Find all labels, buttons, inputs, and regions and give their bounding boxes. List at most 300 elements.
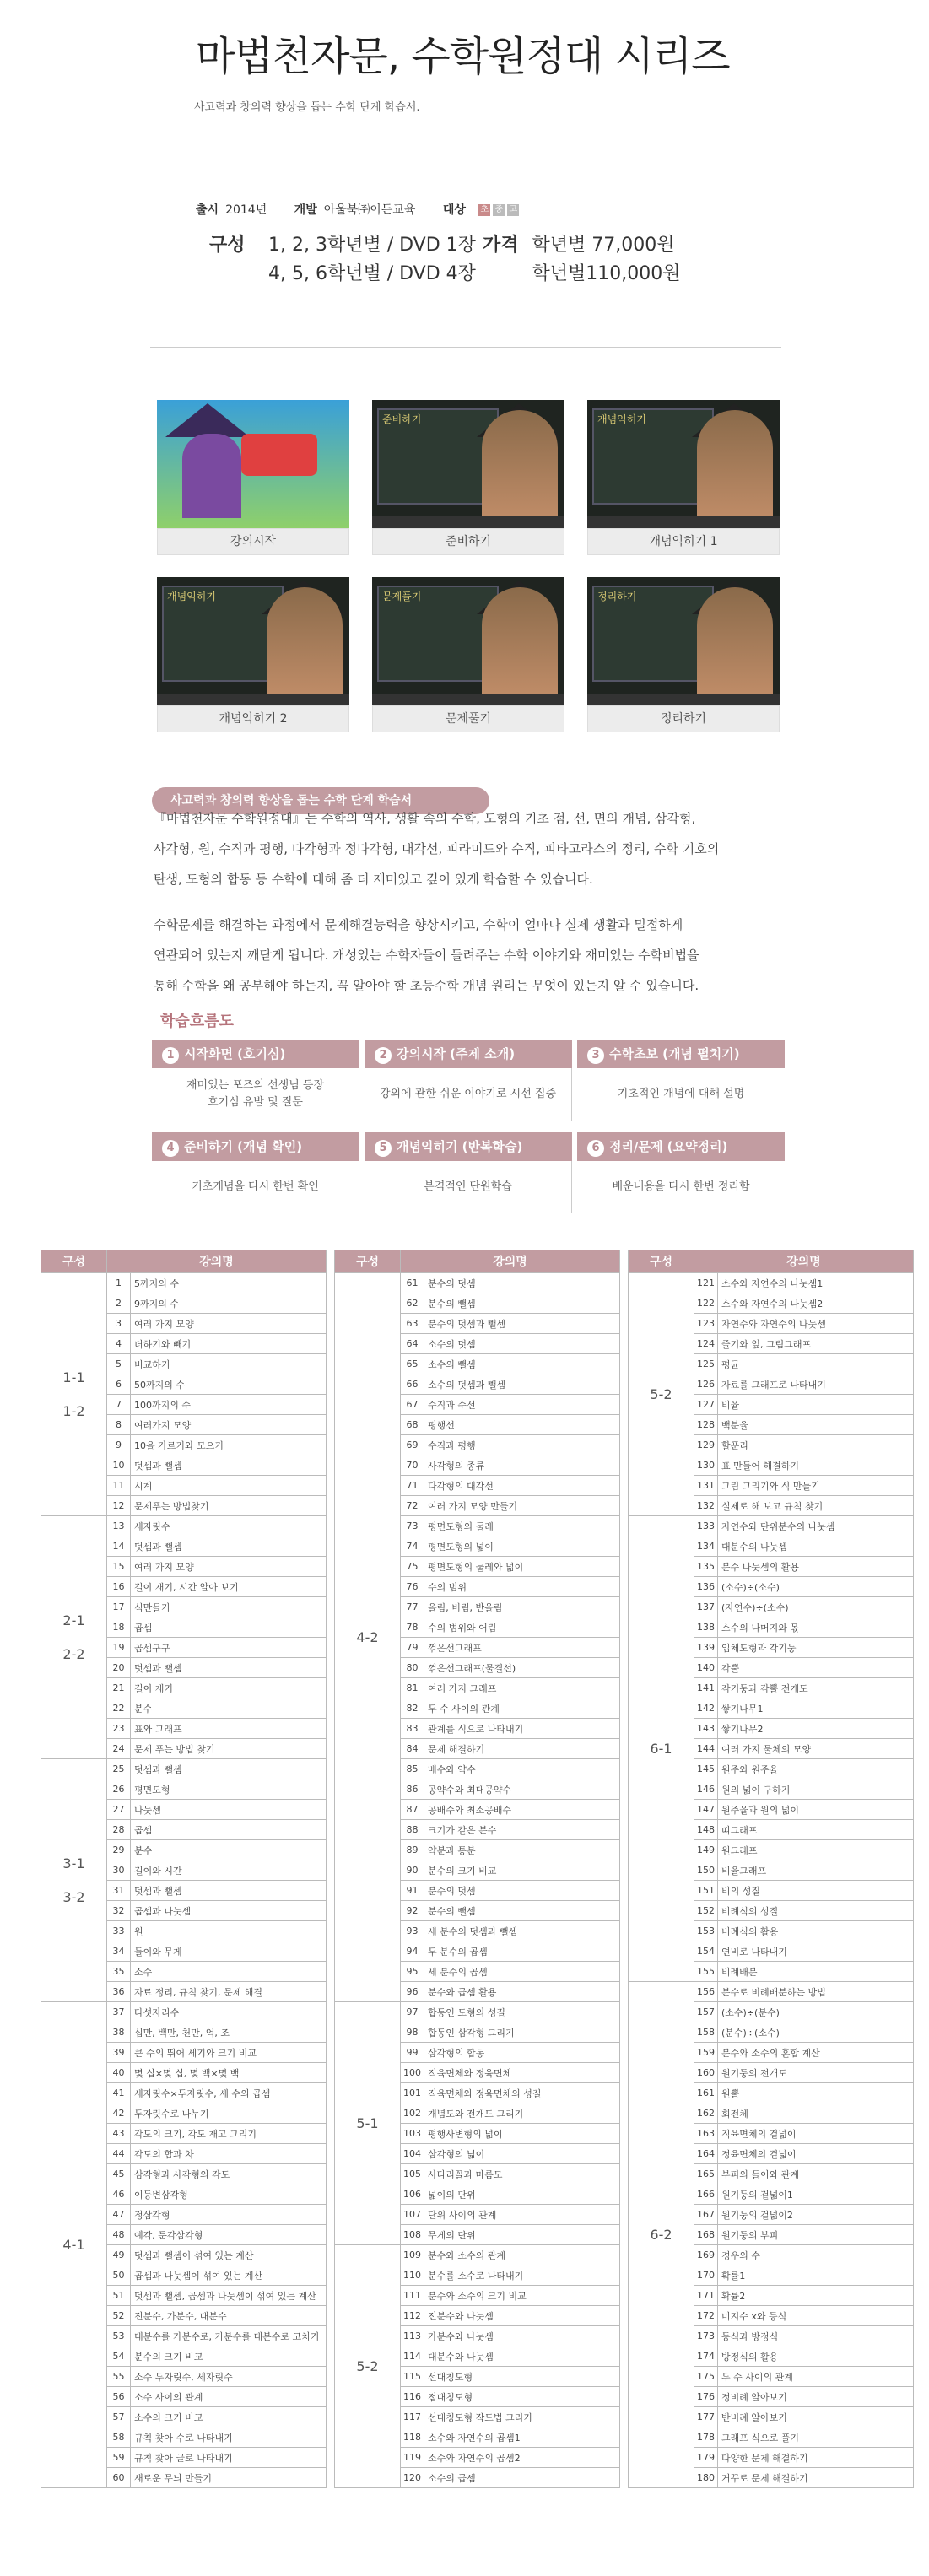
lecture-number: 81 [401, 1678, 424, 1698]
lecture-number: 83 [401, 1719, 424, 1739]
teacher-image [482, 587, 558, 705]
lecture-title: 띠그래프 [718, 1820, 914, 1840]
lecture-number: 45 [107, 2164, 131, 2184]
lecture-number: 147 [694, 1800, 718, 1820]
lecture-title: 다양한 문제 해결하기 [718, 2448, 914, 2468]
lecture-number: 23 [107, 1719, 131, 1739]
board-label: 정리하기 [597, 591, 637, 602]
lecture-title: 100까지의 수 [131, 1395, 327, 1415]
lecture-title: (소수)÷(소수) [718, 1577, 914, 1597]
thumb-caption: 개념익히기 2 [157, 705, 349, 732]
lecture-number: 18 [107, 1617, 131, 1638]
lecture-title: 9까지의 수 [131, 1293, 327, 1314]
price-line1: 학년별 77,000원 [532, 235, 675, 256]
table-row [629, 1982, 914, 2002]
lecture-number: 103 [401, 2124, 424, 2144]
lecture-number: 15 [107, 1557, 131, 1577]
lecture-number: 165 [694, 2164, 718, 2184]
lecture-title: 비의 성질 [718, 1881, 914, 1901]
lecture-title: 여러 가지 그래프 [424, 1678, 620, 1698]
lecture-title: 자연수와 자연수의 나눗셈 [718, 1314, 914, 1334]
lecture-number: 150 [694, 1860, 718, 1881]
lecture-title: 소수의 크기 비교 [131, 2407, 327, 2427]
lecture-title: 분수의 덧셈 [424, 1273, 620, 1293]
thumb-summary[interactable] [587, 577, 780, 732]
flow-step-3 [577, 1040, 785, 1121]
intro-paragraph-2 [154, 910, 795, 1001]
dev-value: 아울북㈜이든교육 [323, 203, 416, 217]
table-row [41, 1759, 327, 1779]
lecture-title: 예각, 둔각삼각형 [131, 2225, 327, 2245]
lecture-number: 52 [107, 2306, 131, 2326]
header-title: 강의명 [694, 1250, 914, 1273]
lecture-number: 25 [107, 1759, 131, 1779]
lecture-number: 82 [401, 1698, 424, 1719]
lecture-title: 원의 넓이 구하기 [718, 1779, 914, 1800]
lecture-title: 넓이의 단위 [424, 2184, 620, 2205]
lecture-title: 대분수의 나눗셈 [718, 1536, 914, 1557]
lecture-title: 합동인 삼각형 그리기 [424, 2022, 620, 2043]
lecture-title: 새로운 무늬 만들기 [131, 2468, 327, 2488]
lecture-number: 53 [107, 2326, 131, 2346]
lecture-number: 24 [107, 1739, 131, 1759]
lecture-number: 172 [694, 2306, 718, 2326]
lecture-title: 점대칭도형 [424, 2387, 620, 2407]
lecture-number: 112 [401, 2306, 424, 2326]
lecture-title: 반비례 알아보기 [718, 2407, 914, 2427]
lecture-number: 77 [401, 1597, 424, 1617]
lecture-number: 60 [107, 2468, 131, 2488]
release-value: 2014년 [225, 203, 267, 217]
thumb-concept-1[interactable] [587, 400, 780, 555]
lecture-number: 129 [694, 1435, 718, 1455]
lecture-title: 관계를 식으로 나타내기 [424, 1719, 620, 1739]
text-line: 통해 수학을 왜 공부해야 하는지, 꼭 알아야 할 초등수학 개념 원리는 무엇이 있는지 알 수 있습니다. [154, 978, 699, 993]
lecture-title: 수직과 평행 [424, 1435, 620, 1455]
badge-elementary: 초 [478, 204, 490, 216]
lecture-title: 회전체 [718, 2103, 914, 2124]
lecture-title: 길이 재기 [131, 1678, 327, 1698]
lecture-title: 문제 푸는 방법 찾기 [131, 1739, 327, 1759]
lecture-title: 수직과 수선 [424, 1395, 620, 1415]
lecture-number: 51 [107, 2286, 131, 2306]
lecture-number: 107 [401, 2205, 424, 2225]
lecture-number: 61 [401, 1273, 424, 1293]
lecture-number: 108 [401, 2225, 424, 2245]
lecture-title: 여러 가지 모양 [131, 1314, 327, 1334]
lecture-title: 부피의 들이와 관계 [718, 2164, 914, 2184]
lecture-title: 단위 사이의 관계 [424, 2205, 620, 2225]
lecture-title: 소수의 곱셈 [424, 2468, 620, 2488]
thumb-caption: 강의시작 [157, 528, 349, 555]
lecture-number: 98 [401, 2022, 424, 2043]
lecture-number: 142 [694, 1698, 718, 1719]
grade-cell: 5-1 [335, 2002, 401, 2245]
lecture-title: 덧셈과 뺄셈 [131, 1759, 327, 1779]
lecture-title: 분수와 소수의 크기 비교 [424, 2286, 620, 2306]
lecture-number: 14 [107, 1536, 131, 1557]
lecture-number: 175 [694, 2367, 718, 2387]
board-label: 준비하기 [382, 413, 422, 425]
step-title: 정리/문제 (요약정리) [609, 1139, 728, 1154]
lecture-title: 분수의 크기 비교 [424, 1860, 620, 1881]
lecture-title: 소수 두자릿수, 세자릿수 [131, 2367, 327, 2387]
lecture-number: 101 [401, 2083, 424, 2103]
lecture-title: 경우의 수 [718, 2245, 914, 2265]
header-title: 강의명 [401, 1250, 620, 1273]
lecture-title: 덧셈과 뺄셈이 섞여 있는 계산 [131, 2245, 327, 2265]
grade-cell: 5-2 [335, 2245, 401, 2488]
lecture-number: 66 [401, 1374, 424, 1395]
table-row [41, 2002, 327, 2022]
step-number: 4 [162, 1140, 179, 1157]
step-title: 강의시작 (주제 소개) [397, 1046, 516, 1061]
lecture-title: 세자릿수 [131, 1516, 327, 1536]
schedule-table-2 [334, 1250, 620, 2488]
board-label: 개념익히기 [167, 591, 216, 602]
lecture-number: 17 [107, 1597, 131, 1617]
table-row [41, 1273, 327, 1293]
lecture-title: 자료를 그래프로 나타내기 [718, 1374, 914, 1395]
lecture-title: 몇 십×몇 십, 몇 백×몇 백 [131, 2063, 327, 2083]
table-row [41, 1516, 327, 1536]
lecture-title: 소수와 자연수의 곱셈1 [424, 2427, 620, 2448]
lecture-title: 삼각형과 사각형의 각도 [131, 2164, 327, 2184]
lecture-title: 덧셈과 뺄셈, 곱셈과 나눗셈이 섞여 있는 계산 [131, 2286, 327, 2306]
lecture-title: 선대칭도형 [424, 2367, 620, 2387]
lecture-title: 덧셈과 뺄셈 [131, 1881, 327, 1901]
progress-bar [372, 516, 564, 528]
lecture-title: 덧셈과 뺄셈 [131, 1455, 327, 1476]
lecture-title: 나눗셈 [131, 1800, 327, 1820]
lecture-title: 분수와 소수의 혼합 계산 [718, 2043, 914, 2063]
lecture-number: 54 [107, 2346, 131, 2367]
step-title: 개념익히기 (반복학습) [397, 1139, 523, 1154]
lecture-number: 117 [401, 2407, 424, 2427]
composition-label: 구성 [209, 235, 246, 256]
lecture-title: 할푼리 [718, 1435, 914, 1455]
lecture-number: 146 [694, 1779, 718, 1800]
lecture-title: 곱셈과 나눗셈이 섞여 있는 계산 [131, 2265, 327, 2286]
lecture-title: 분수의 뺄셈 [424, 1901, 620, 1921]
target-label: 대상 [442, 203, 466, 217]
lecture-number: 55 [107, 2367, 131, 2387]
lecture-title: 소수의 나머지와 몫 [718, 1617, 914, 1638]
lecture-title: 규칙 찾아 수로 나타내기 [131, 2427, 327, 2448]
step-number: 1 [162, 1047, 179, 1064]
lecture-title: 원기둥의 겉넓이2 [718, 2205, 914, 2225]
lecture-title: 소수와 자연수의 곱셈2 [424, 2448, 620, 2468]
lecture-title: 더하기와 빼기 [131, 1334, 327, 1354]
dev-label: 개발 [294, 203, 317, 217]
lecture-title: 식만들기 [131, 1597, 327, 1617]
lecture-title: 비례배분 [718, 1962, 914, 1982]
lecture-number: 57 [107, 2407, 131, 2427]
lecture-title: 자연수와 단위분수의 나눗셈 [718, 1516, 914, 1536]
lecture-number: 92 [401, 1901, 424, 1921]
grade-cell: 6-1 [629, 1516, 694, 1982]
lecture-title: 비율그래프 [718, 1860, 914, 1881]
lecture-number: 71 [401, 1476, 424, 1496]
flow-step-6 [577, 1132, 785, 1213]
step-title: 준비하기 (개념 확인) [184, 1139, 303, 1154]
lecture-number: 155 [694, 1962, 718, 1982]
lecture-title: 여러 가지 모양 만들기 [424, 1496, 620, 1516]
lecture-title: 정비례 알아보기 [718, 2387, 914, 2407]
lecture-number: 167 [694, 2205, 718, 2225]
lecture-number: 109 [401, 2245, 424, 2265]
lecture-number: 70 [401, 1455, 424, 1476]
lecture-title: 등식과 방정식 [718, 2326, 914, 2346]
lecture-number: 42 [107, 2103, 131, 2124]
lecture-number: 139 [694, 1638, 718, 1658]
lecture-number: 179 [694, 2448, 718, 2468]
character-image [182, 434, 241, 518]
lecture-number: 36 [107, 1982, 131, 2002]
lecture-title: 분수의 덧셈과 뺄셈 [424, 1314, 620, 1334]
lecture-title: 규칙 찾아 글로 나타내기 [131, 2448, 327, 2468]
step-body: 기초적인 개념에 대해 설명 [617, 1088, 745, 1100]
lecture-number: 170 [694, 2265, 718, 2286]
lecture-title: 쌓기나무2 [718, 1719, 914, 1739]
lecture-number: 49 [107, 2245, 131, 2265]
step-body: 배운내용을 다시 한번 정리함 [612, 1180, 750, 1193]
lecture-title: 분수의 크기 비교 [131, 2346, 327, 2367]
lecture-number: 48 [107, 2225, 131, 2245]
lecture-title: 직육면체와 정육면체의 성질 [424, 2083, 620, 2103]
lecture-title: 비례식의 성질 [718, 1901, 914, 1921]
grade-cell: 4-2 [335, 1273, 401, 2002]
lecture-number: 168 [694, 2225, 718, 2245]
lecture-number: 174 [694, 2346, 718, 2367]
text-line: 『마법천자문 수학원정대』는 수학의 역사, 생활 속의 수학, 도형의 기초 점, 선, 면의 개념, 삼각형, [154, 811, 696, 826]
lecture-number: 78 [401, 1617, 424, 1638]
lecture-number: 12 [107, 1496, 131, 1516]
logo-image [241, 434, 317, 476]
header-title: 강의명 [107, 1250, 327, 1273]
thumb-prepare[interactable] [372, 400, 564, 555]
lecture-title: 여러가지 모양 [131, 1415, 327, 1435]
lecture-number: 11 [107, 1476, 131, 1496]
lecture-number: 115 [401, 2367, 424, 2387]
lecture-title: 삼각형의 합동 [424, 2043, 620, 2063]
thumb-problems[interactable] [372, 577, 564, 732]
lecture-number: 2 [107, 1293, 131, 1314]
lecture-number: 3 [107, 1314, 131, 1334]
lecture-number: 44 [107, 2144, 131, 2164]
lecture-number: 10 [107, 1455, 131, 1476]
text-line: 연관되어 있는지 깨닫게 됩니다. 개성있는 수학자들이 들려주는 수학 이야기와 재미있는 수학비법을 [154, 948, 699, 963]
lecture-number: 29 [107, 1840, 131, 1860]
text-line: 사각형, 원, 수직과 평행, 다각형과 정다각형, 대각선, 피라미드와 수직, 피타고라스의 정리, 수학 기호의 [154, 841, 720, 856]
lecture-number: 162 [694, 2103, 718, 2124]
lecture-number: 169 [694, 2245, 718, 2265]
text-line: 탄생, 도형의 합동 등 수학에 대해 좀 더 재미있고 깊이 있게 학습할 수 있습니다. [154, 872, 593, 887]
lecture-number: 133 [694, 1516, 718, 1536]
lecture-number: 75 [401, 1557, 424, 1577]
lecture-number: 128 [694, 1415, 718, 1435]
schedule-table-1 [41, 1250, 327, 2488]
lecture-number: 39 [107, 2043, 131, 2063]
lecture-title: 곱셈 [131, 1820, 327, 1840]
thumb-concept-2[interactable] [157, 577, 349, 732]
lecture-number: 69 [401, 1435, 424, 1455]
step-number: 2 [375, 1047, 392, 1064]
thumb-image [587, 400, 780, 528]
lecture-title: 평행사변형의 넓이 [424, 2124, 620, 2144]
lecture-number: 65 [401, 1354, 424, 1374]
lecture-number: 68 [401, 1415, 424, 1435]
lecture-number: 43 [107, 2124, 131, 2144]
lecture-number: 91 [401, 1881, 424, 1901]
lecture-number: 89 [401, 1840, 424, 1860]
lecture-title: 정삼각형 [131, 2205, 327, 2225]
lecture-number: 114 [401, 2346, 424, 2367]
thumb-image [157, 577, 349, 705]
lecture-number: 72 [401, 1496, 424, 1516]
lecture-number: 73 [401, 1516, 424, 1536]
lecture-title: (소수)÷(분수) [718, 2002, 914, 2022]
lecture-title: 평면도형의 둘레 [424, 1516, 620, 1536]
lecture-title: 길이와 시간 [131, 1860, 327, 1881]
lecture-number: 119 [401, 2448, 424, 2468]
lecture-number: 93 [401, 1921, 424, 1941]
lecture-title: 원그래프 [718, 1840, 914, 1860]
lecture-number: 88 [401, 1820, 424, 1840]
lecture-number: 143 [694, 1719, 718, 1739]
lecture-number: 41 [107, 2083, 131, 2103]
lecture-title: 수의 범위 [424, 1577, 620, 1597]
lecture-title: 원뿔 [718, 2083, 914, 2103]
lecture-number: 173 [694, 2326, 718, 2346]
lecture-number: 130 [694, 1455, 718, 1476]
lecture-title: 소수의 뺄셈 [424, 1354, 620, 1374]
lecture-number: 134 [694, 1536, 718, 1557]
lecture-number: 99 [401, 2043, 424, 2063]
lecture-title: 방정식의 활용 [718, 2346, 914, 2367]
lecture-title: 소수의 덧셈과 뺄셈 [424, 1374, 620, 1395]
progress-bar [587, 516, 780, 528]
lecture-title: 선대칭도형 작도법 그리기 [424, 2407, 620, 2427]
lecture-number: 31 [107, 1881, 131, 1901]
lecture-title: 정육면체의 겉넓이 [718, 2144, 914, 2164]
lecture-title: 원기둥의 전개도 [718, 2063, 914, 2083]
lecture-number: 84 [401, 1739, 424, 1759]
lecture-title: 쌓기나무1 [718, 1698, 914, 1719]
lecture-title: 각기둥과 각뿔 전개도 [718, 1678, 914, 1698]
lecture-number: 180 [694, 2468, 718, 2488]
lecture-title: 삼각형의 넓이 [424, 2144, 620, 2164]
lecture-title: 비교하기 [131, 1354, 327, 1374]
lecture-number: 166 [694, 2184, 718, 2205]
lecture-number: 113 [401, 2326, 424, 2346]
lecture-number: 164 [694, 2144, 718, 2164]
step-number: 5 [375, 1140, 392, 1157]
lecture-number: 126 [694, 1374, 718, 1395]
lecture-number: 33 [107, 1921, 131, 1941]
lecture-title: 곱셈구구 [131, 1638, 327, 1658]
lecture-number: 106 [401, 2184, 424, 2205]
step-title: 시작화면 (호기심) [184, 1046, 286, 1061]
price [483, 231, 681, 289]
thumb-lecture-start[interactable] [157, 400, 349, 555]
lecture-title: 확률1 [718, 2265, 914, 2286]
lecture-number: 86 [401, 1779, 424, 1800]
lecture-title: 문제 해결하기 [424, 1739, 620, 1759]
lecture-number: 58 [107, 2427, 131, 2448]
step-body: 기초개념을 다시 한번 확인 [152, 1161, 359, 1213]
lecture-title: 소수와 자연수의 나눗셈1 [718, 1273, 914, 1293]
lecture-title: 진분수와 나눗셈 [424, 2306, 620, 2326]
lecture-title: 원기둥의 부피 [718, 2225, 914, 2245]
thumb-image [157, 400, 349, 528]
intro-heading: 사고력과 창의력 향상을 돕는 수학 단계 학습서 [152, 787, 489, 814]
flow-step-1 [152, 1040, 359, 1121]
lecture-title: 두 수 사이의 관계 [718, 2367, 914, 2387]
lecture-title: 십만, 백만, 천만, 억, 조 [131, 2022, 327, 2043]
lecture-title: 비율 [718, 1395, 914, 1415]
lecture-number: 176 [694, 2387, 718, 2407]
lecture-number: 80 [401, 1658, 424, 1678]
lecture-title: 분수의 뺄셈 [424, 1293, 620, 1314]
lecture-title: 직육면체의 겉넓이 [718, 2124, 914, 2144]
lecture-title: 다각형의 대각선 [424, 1476, 620, 1496]
flow-step-2 [365, 1040, 572, 1121]
lecture-number: 125 [694, 1354, 718, 1374]
lecture-title: 각도의 크기, 각도 재고 그리기 [131, 2124, 327, 2144]
text-line: 수학문제를 해결하는 과정에서 문제해결능력을 향상시키고, 수학이 얼마나 실제 생활과 밀접하게 [154, 917, 683, 932]
lecture-number: 4 [107, 1334, 131, 1354]
header-group: 구성 [41, 1250, 107, 1273]
lecture-title: 각뿔 [718, 1658, 914, 1678]
lecture-title: 소수 [131, 1962, 327, 1982]
lecture-title: 수의 범위와 어림 [424, 1617, 620, 1638]
thumb-caption: 준비하기 [372, 528, 564, 555]
lecture-title: 꺾은선그래프 [424, 1638, 620, 1658]
lecture-title: 배수와 약수 [424, 1759, 620, 1779]
lecture-number: 158 [694, 2022, 718, 2043]
table-row [335, 2245, 620, 2265]
lecture-title: 길이 재기, 시간 알아 보기 [131, 1577, 327, 1597]
lecture-number: 9 [107, 1435, 131, 1455]
thumb-caption: 개념익히기 1 [587, 528, 780, 555]
lecture-title: 공배수와 최소공배수 [424, 1800, 620, 1820]
step-body: 재미있는 포즈의 선생님 등장 호기심 유발 및 질문 [152, 1068, 359, 1121]
composition [209, 231, 476, 289]
lecture-title: 10을 가르기와 모으기 [131, 1435, 327, 1455]
lecture-title: 꺾은선그래프(물결선) [424, 1658, 620, 1678]
lecture-title: 50까지의 수 [131, 1374, 327, 1395]
lecture-title: 사다리꼴과 마름모 [424, 2164, 620, 2184]
lecture-title: 원주율과 원의 넓이 [718, 1800, 914, 1820]
lecture-title: 두 수 사이의 관계 [424, 1698, 620, 1719]
table-row [629, 1516, 914, 1536]
lecture-title: 덧셈과 뺄셈 [131, 1658, 327, 1678]
grade-cell: 5-2 [629, 1273, 694, 1516]
lecture-title: 원기둥의 겉넓이1 [718, 2184, 914, 2205]
thumb-image [372, 577, 564, 705]
lecture-title: 큰 수의 뛰어 세기와 크기 비교 [131, 2043, 327, 2063]
badge-middle: 중 [493, 204, 505, 216]
lecture-number: 8 [107, 1415, 131, 1435]
lecture-title: 세 분수의 덧셈과 뺄셈 [424, 1921, 620, 1941]
lecture-title: 분수와 곱셈 활용 [424, 1982, 620, 2002]
lecture-title: 약분과 통분 [424, 1840, 620, 1860]
lecture-number: 105 [401, 2164, 424, 2184]
lecture-title: 입체도형과 각기둥 [718, 1638, 914, 1658]
board-label: 문제풀기 [382, 591, 422, 602]
lecture-number: 104 [401, 2144, 424, 2164]
